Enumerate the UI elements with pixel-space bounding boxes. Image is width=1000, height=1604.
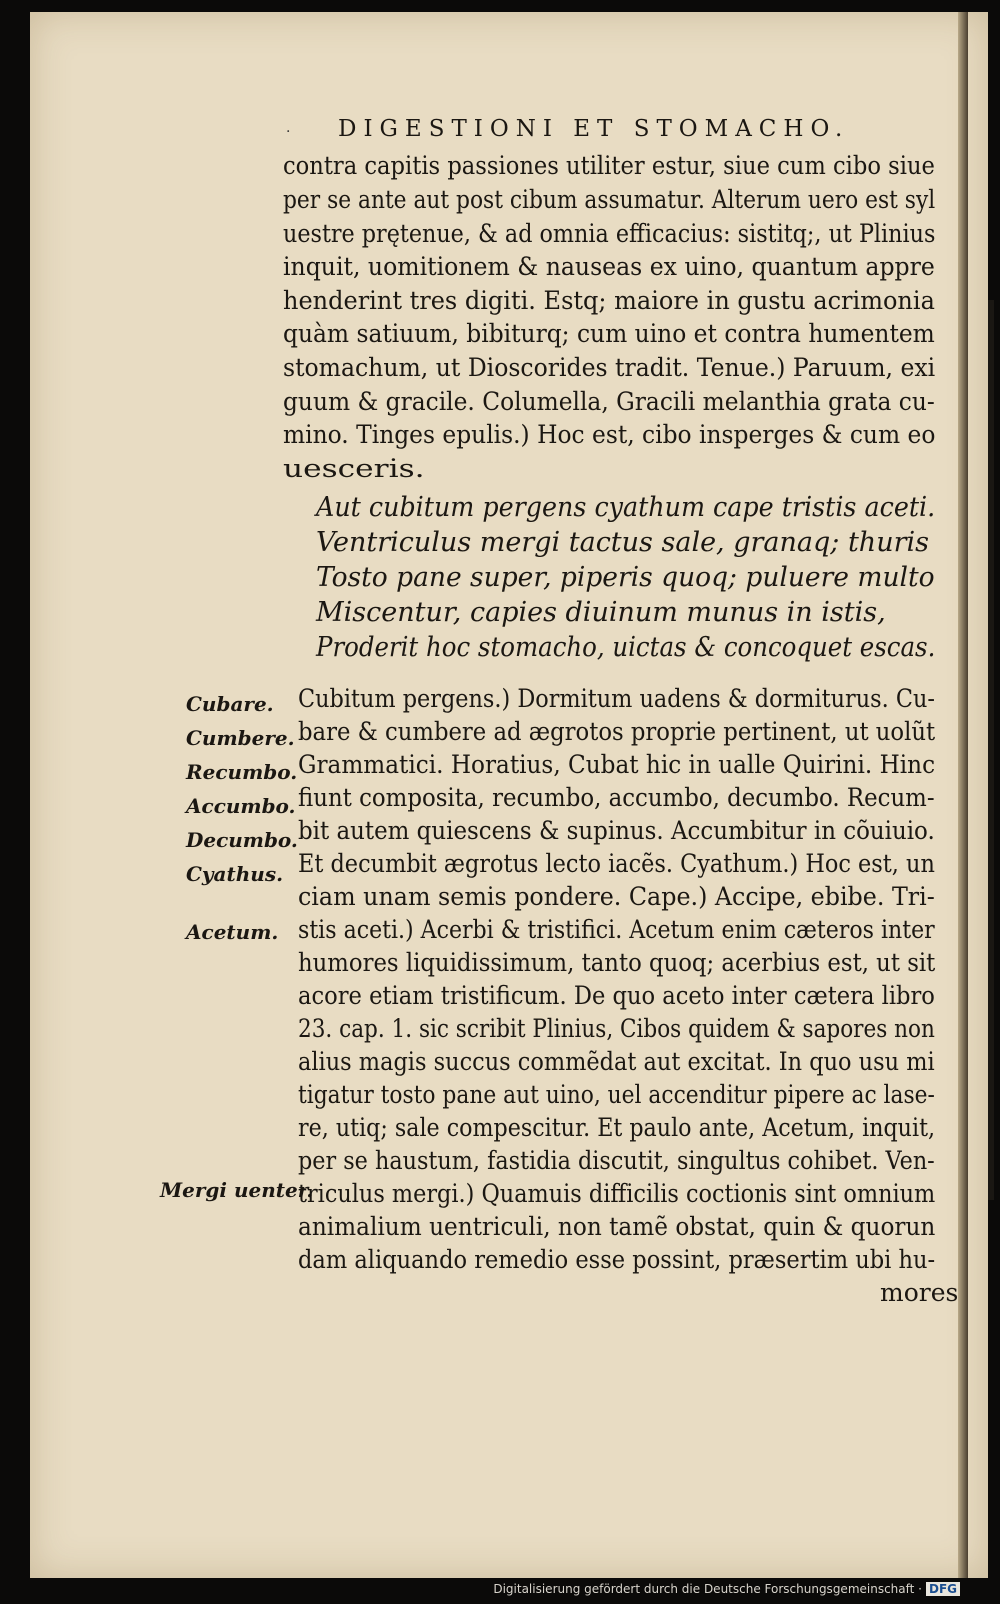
margin-note: Acetum. [186, 920, 279, 944]
text-line: acore etiam tristificum. De quo aceto inter cætera libro [298, 981, 935, 1010]
margin-note: Cubare. [186, 692, 274, 716]
digitization-credit [493, 1582, 960, 1596]
header-ornament: · [286, 124, 291, 140]
text-line: humores liquidissimum, tanto quoq; acerbius est, ut sit [298, 948, 936, 977]
text-line: bare & cumbere ad ægrotos proprie pertinent, ut uolũt [298, 717, 936, 746]
margin-note: Cumbere. [186, 726, 295, 750]
verse-line: Miscentur, capies diuinum munus in istis, [316, 597, 886, 628]
text-line: per se haustum, fastidia discutit, singultus cohibet. Ven- [298, 1146, 935, 1175]
margin-note: Decumbo. [186, 828, 298, 852]
text-line: henderint tres digiti. Estq; maiore in gustu acrimonia [283, 286, 935, 315]
text-line: quàm satiuum, bibiturq; cum uino et contra humentem [283, 319, 935, 348]
text-line: inquit, uomitionem & nauseas ex uino, quantum appre [283, 252, 935, 281]
text-line: bit autem quiescens & supinus. Accumbitur in cõuiuio. [298, 816, 935, 845]
text-line: per se ante aut post cibum assumatur. Alterum uero est syl [283, 185, 936, 214]
dfg-logo: DFG [926, 1582, 960, 1596]
running-title: DIGESTIONI ET STOMACHO. [338, 116, 850, 142]
text-line: mino. Tinges epulis.) Hoc est, cibo insperges & cum eo [283, 420, 936, 449]
text-line: mores [880, 1278, 959, 1307]
margin-note: Recumbo. [186, 760, 298, 784]
footer-credit-text: Digitalisierung gefördert durch die Deutsche Forschungsgemeinschaft · [493, 1582, 922, 1596]
text-line: Grammatici. Horatius, Cubat hic in ualle Quirini. Hinc [298, 750, 936, 779]
page-edge [988, 300, 994, 1200]
text-line: guum & gracile. Columella, Gracili melanthia grata cu- [283, 387, 935, 416]
text-line: alius magis succus commẽdat aut excitat. In quo usu mi [298, 1047, 935, 1076]
text-line: triculus mergi.) Quamuis difficilis coctionis sint omnium [298, 1179, 936, 1208]
text-line: Cubitum pergens.) Dormitum uadens & dormiturus. Cu- [298, 684, 935, 713]
page-gutter-shadow [958, 12, 968, 1578]
text-line: uesceris. [283, 454, 425, 483]
margin-note: Cyathus. [186, 862, 284, 886]
text-line: stomachum, ut Dioscorides tradit. Tenue.) Paruum, exi [283, 353, 936, 382]
text-line: re, utiq; sale compescitur. Et paulo ante, Acetum, inquit, [298, 1113, 936, 1142]
text-line: stis aceti.) Acerbi & tristifici. Acetum enim cæteros inter [298, 915, 935, 944]
text-line: contra capitis passiones utiliter estur, siue cum cibo siue [283, 151, 935, 180]
text-line: dam aliquando remedio esse possint, præsertim ubi hu- [298, 1245, 936, 1274]
verse-line: Ventriculus mergi tactus sale, granaq; thuris [316, 527, 929, 558]
text-line: 23. cap. 1. sic scribit Plinius, Cibos quidem & sapores non [298, 1014, 935, 1043]
verse-line: Aut cubitum pergens cyathum cape tristis aceti. [316, 492, 936, 523]
margin-note: Mergi uenter. [160, 1178, 314, 1202]
text-line: fiunt composita, recumbo, accumbo, decumbo. Recum- [298, 783, 935, 812]
verse-line: Tosto pane super, piperis quoq; puluere multo [316, 562, 935, 593]
text-line: ciam unam semis pondere. Cape.) Accipe, ebibe. Tri- [298, 882, 935, 911]
text-line: uestre prętenue, & ad omnia efficacius: sistitq;, ut Plinius [283, 219, 936, 248]
verse-line: Proderit hoc stomacho, uictas & concoquet escas. [316, 632, 936, 663]
margin-note: Accumbo. [186, 794, 296, 818]
text-line: animalium uentriculi, non tamẽ obstat, quin & quorun [298, 1212, 936, 1241]
text-line: tigatur tosto pane aut uino, uel accenditur pipere ac lase- [298, 1080, 935, 1109]
text-line: Et decumbit ægrotus lecto iacẽs. Cyathum.) Hoc est, un [298, 849, 935, 878]
